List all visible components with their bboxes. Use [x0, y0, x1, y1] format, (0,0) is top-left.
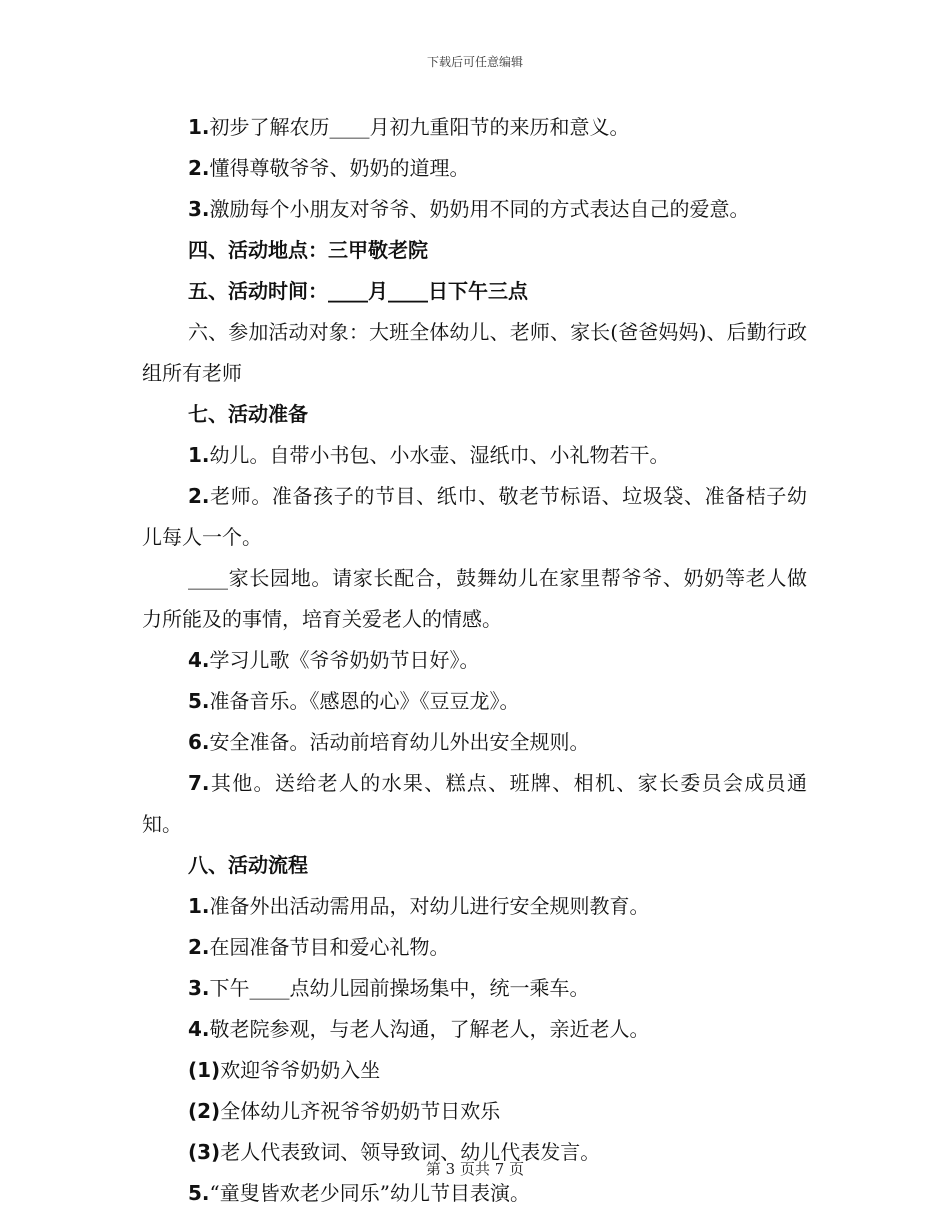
item-number: 4.: [188, 648, 210, 672]
line-text: 在园准备节目和爱心礼物。: [209, 935, 450, 959]
line-text: 欢迎爷爷奶奶入坐: [220, 1058, 381, 1082]
paragraph-line: [142, 1009, 807, 1050]
line-text: 幼儿。自带小书包、小水壶、湿纸巾、小礼物若干。: [209, 443, 670, 467]
item-number: (1): [188, 1058, 221, 1082]
line-text: 初步了解农历____月初九重阳节的来历和意义。: [209, 115, 630, 139]
paragraph-line: [142, 1091, 807, 1132]
item-number: 7.: [188, 771, 210, 795]
item-number: 1.: [188, 443, 210, 467]
paragraph-line: [142, 189, 807, 230]
paragraph-line: [142, 1050, 807, 1091]
line-text: 六、参加活动对象：大班全体幼儿、老师、家长(爸爸妈妈)、后勤行政组所有老师: [142, 320, 807, 385]
paragraph-line: [142, 435, 807, 476]
paragraph-line: [142, 271, 807, 312]
line-text: 准备音乐。《感恩的心》《豆豆龙》。: [209, 689, 520, 713]
paragraph-line: [142, 681, 807, 722]
item-number: 2.: [188, 935, 210, 959]
item-number: 4.: [188, 1017, 210, 1041]
line-text: 其他。送给老人的水果、糕点、班牌、相机、家长委员会成员通知。: [142, 771, 807, 836]
paragraph-line: [142, 476, 807, 558]
line-text: 敬老院参观，与老人沟通，了解老人，亲近老人。: [209, 1017, 650, 1041]
paragraph-line: [142, 640, 807, 681]
line-text: 全体幼儿齐祝爷爷奶奶节日欢乐: [220, 1099, 501, 1123]
paragraph-line: [142, 968, 807, 1009]
paragraph-line: [142, 107, 807, 148]
item-number: 3.: [188, 976, 210, 1000]
item-number: (2): [188, 1099, 221, 1123]
item-number: 2.: [188, 156, 210, 180]
line-text: 八、活动流程: [188, 853, 308, 877]
paragraph-line: [142, 1173, 807, 1214]
line-text: 老人代表致词、领导致词、幼儿代表发言。: [220, 1140, 601, 1164]
line-text: 老师。准备孩子的节目、纸巾、敬老节标语、垃圾袋、准备桔子幼儿每人一个。: [142, 484, 807, 549]
item-number: 1.: [188, 115, 210, 139]
paragraph-line: [142, 312, 807, 394]
paragraph-line: [142, 722, 807, 763]
line-text: ____家长园地。请家长配合，鼓舞幼儿在家里帮爷爷、奶奶等老人做力所能及的事情，培育关爱老人的情感。: [142, 566, 807, 631]
paragraph-line: [142, 845, 807, 886]
line-text: “童叟皆欢老少同乐”幼儿节目表演。: [209, 1181, 530, 1205]
paragraph-line: [142, 394, 807, 435]
document-body: [142, 107, 807, 1214]
line-text: 七、活动准备: [188, 402, 308, 426]
paragraph-line: [142, 886, 807, 927]
paragraph-line: [142, 230, 807, 271]
paragraph-line: [142, 558, 807, 640]
item-number: 3.: [188, 197, 210, 221]
line-text: 安全准备。活动前培育幼儿外出安全规则。: [209, 730, 590, 754]
line-text: 五、活动时间：____月____日下午三点: [188, 279, 528, 303]
line-text: 准备外出活动需用品，对幼儿进行安全规则教育。: [209, 894, 650, 918]
line-text: 四、活动地点：三甲敬老院: [188, 238, 428, 262]
item-number: 5.: [188, 1181, 210, 1205]
item-number: (3): [188, 1140, 221, 1164]
line-text: 学习儿歌《爷爷奶奶节日好》。: [209, 648, 480, 672]
line-text: 懂得尊敬爷爷、奶奶的道理。: [209, 156, 470, 180]
item-number: 5.: [188, 689, 210, 713]
line-text: 下午____点幼儿园前操场集中，统一乘车。: [209, 976, 590, 1000]
item-number: 2.: [188, 484, 210, 508]
page-footer: 第 3 页共 7 页: [425, 1160, 525, 1178]
paragraph-line: [142, 763, 807, 845]
item-number: 1.: [188, 894, 210, 918]
item-number: 6.: [188, 730, 210, 754]
line-text: 激励每个小朋友对爷爷、奶奶用不同的方式表达自己的爱意。: [209, 197, 750, 221]
paragraph-line: [142, 927, 807, 968]
paragraph-line: [142, 148, 807, 189]
page-header: 下载后可任意编辑: [426, 55, 523, 69]
